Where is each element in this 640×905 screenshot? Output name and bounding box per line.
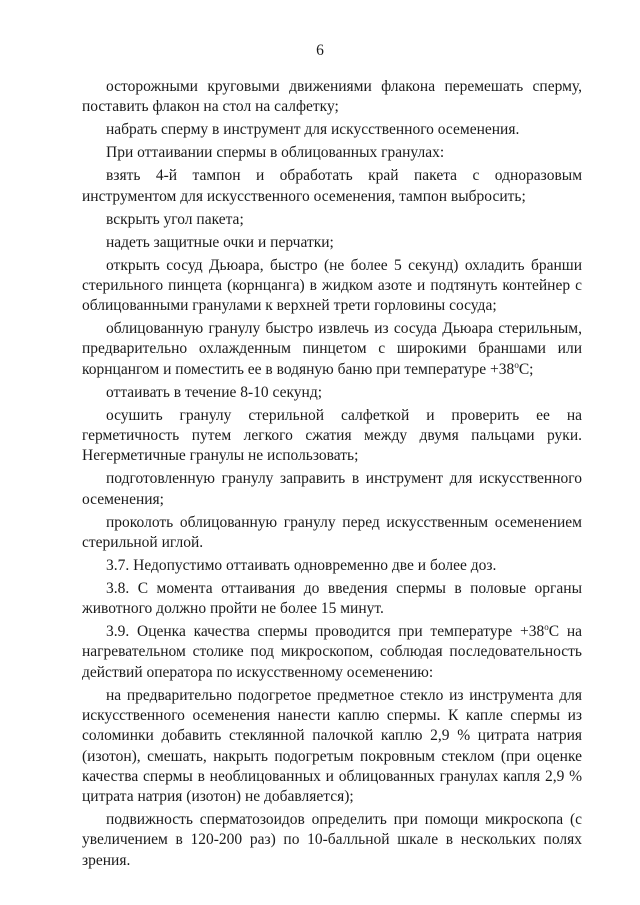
paragraph-dewar-vessel: открыть сосуд Дьюара, быстро (не более 5 секунд) охладить бранши стерильного пинцета (корнцанга) в жидком азоте и подтянуть контейнер с облицованными гранулами к верхней трети горловины сосуда; [82, 256, 582, 315]
paragraph-load-instrument: подготовленную гранулу заправить в инструмент для искусственного осеменения; [82, 470, 582, 508]
paragraph-extract-granule-text: облицованную гранулу быстро извлечь из сосуда Дьюара стерильным, предварительно охлажденным пинцетом с широкими браншами или корнцангом и поместить ее в водяную баню при температуре +38 [82, 320, 582, 378]
page-number: 6 [316, 42, 324, 59]
clause-3-9-rest: С на нагревательном столике под микроскопом, соблюдая последовательность действий оператора по искусственному осеменению: [82, 623, 582, 681]
paragraph-wear-protection: надеть защитные очки и перчатки; [106, 233, 334, 251]
paragraph-motility-assessment: подвижность сперматозоидов определить при помощи микроскопа (с увеличением в 120-200 раз) по 10-балльной шкале в нескольких полях зрения. [82, 811, 582, 869]
paragraph-swab-treatment: взять 4-й тампон и обработать край пакета с одноразовым инструментом для искусственного осеменения, тампон выбросить; [82, 167, 582, 205]
clause-3-9-text: 3.9. Оценка качества спермы проводится при температуре +38 [106, 623, 545, 641]
paragraph-open-package: вскрыть угол пакета; [106, 210, 244, 228]
paragraph-mix-sperm: осторожными круговыми движениями флакона перемешать сперму, поставить флакон на стол на салфетку; [82, 78, 582, 116]
degree-sign: о [544, 622, 549, 633]
document-body [82, 77, 582, 874]
paragraph-draw-sperm: набрать сперму в инструмент для искусственного осеменения. [106, 121, 520, 139]
paragraph-pierce-granule: проколоть облицованную гранулу перед искусственным осеменением стерильной иглой. [82, 513, 582, 551]
degree-sign: о [514, 359, 519, 370]
paragraph-thaw-time: оттаивать в течение 8-10 секунд; [106, 383, 323, 401]
clause-3-9 [82, 622, 582, 683]
paragraph-slide-preparation: на предварительно подогретое предметное стекло из инструмента для искусственного осеменения нанести каплю спермы. К капле спермы из соломинки добавить стеклянной палочкой каплю 2,9 % цитрата натрия (изотон), смешать, накрыть подогретым покровным стеклом (при оценке качества спермы в необлицованных и облицованных гранулах капля 2,9 % цитрата натрия (изотон) не добавляется); [82, 686, 582, 806]
paragraph-extract-granule-unit: С; [518, 360, 534, 378]
paragraph-extract-granule [82, 319, 582, 380]
clause-3-7: 3.7. Недопустимо оттаивать одновременно две и более доз. [106, 556, 497, 574]
clause-3-8: 3.8. С момента оттаивания до введения спермы в половые органы животного должно пройти не более 15 минут. [82, 579, 582, 618]
paragraph-granules-heading: При оттаивании спермы в облицованных гранулах: [106, 144, 445, 162]
paragraph-dry-granule: осушить гранулу стерильной салфеткой и проверить ее на герметичность путем легкого сжатия между двумя пальцами руки. Негерметичные гранулы не использовать; [82, 406, 582, 465]
